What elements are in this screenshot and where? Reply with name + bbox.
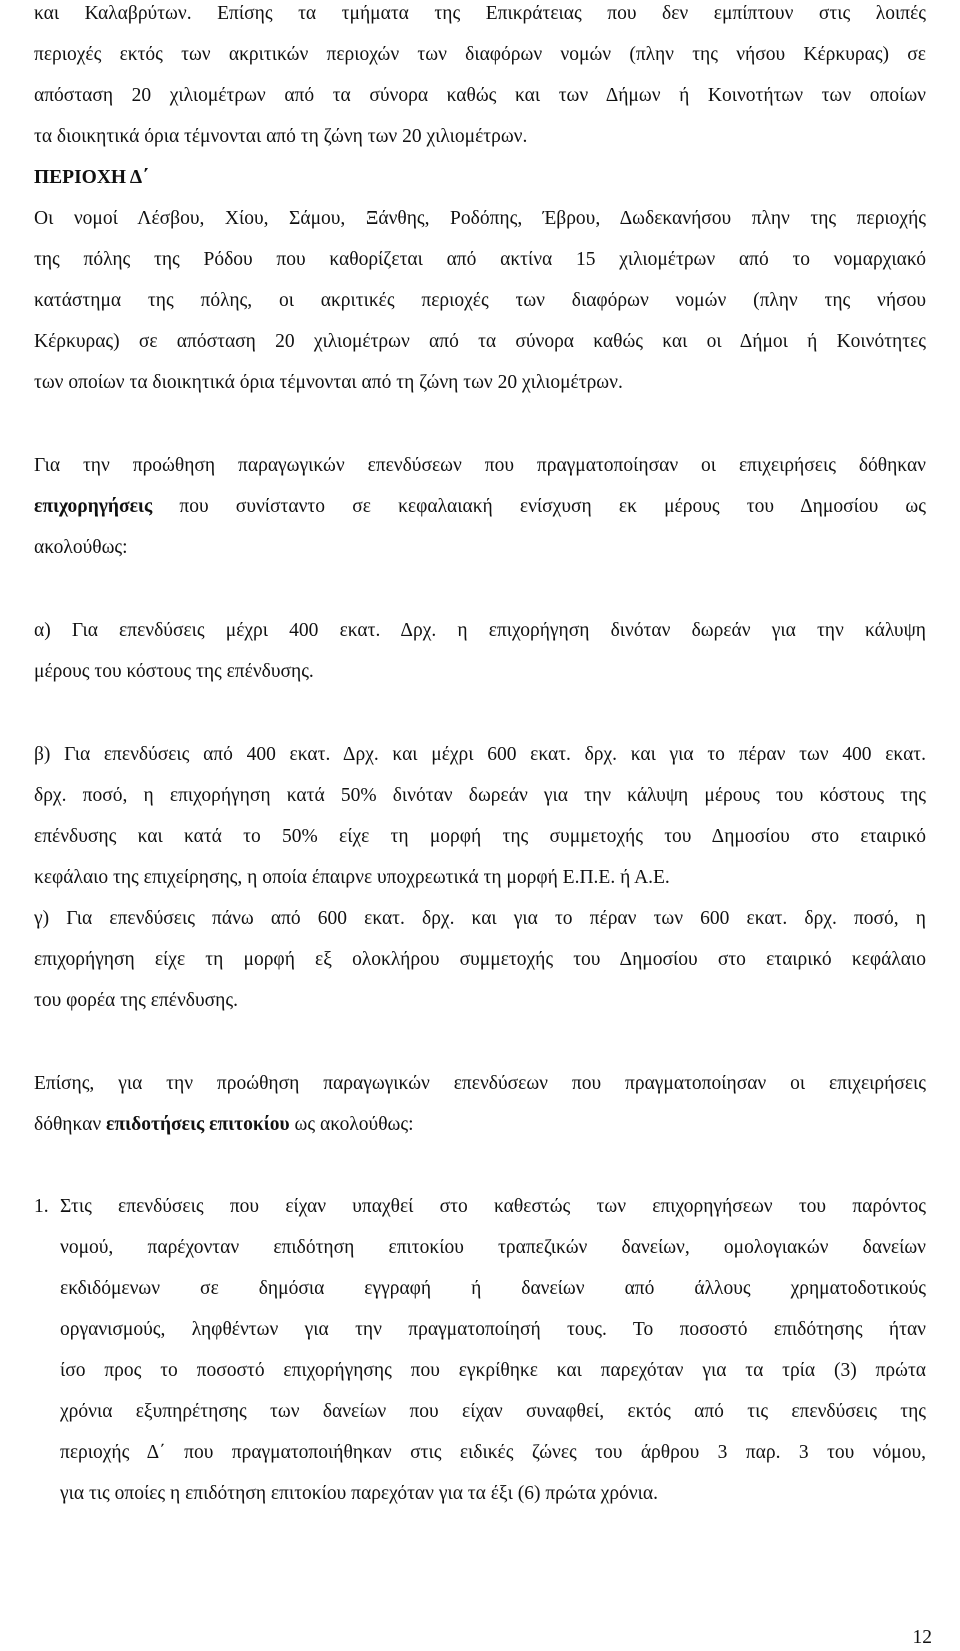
text-line: επιχορήγηση είχε τη μορφή εξ ολοκλήρου συμμετοχής του Δημοσίου στο εταιρικό κεφάλαιο	[34, 949, 926, 970]
text-line: του φορέα της επένδυσης.	[34, 990, 238, 1011]
text-line: μέρους του κόστους της επένδυσης.	[34, 661, 314, 682]
text-span: που συνίσταντο σε κεφαλαιακή ενίσχυση εκ μέρους του Δημοσίου ως	[152, 496, 926, 517]
text-line: κεφάλαιο της επιχείρησης, η οποία έπαιρνε υποχρεωτικά τη μορφή Ε.Π.Ε. ή Α.Ε.	[34, 867, 670, 888]
list-item-line: για τις οποίες η επιδότηση επιτοκίου παρεχόταν για τα έξι (6) πρώτα χρόνια.	[60, 1483, 658, 1504]
text-span: δόθηκαν	[34, 1114, 107, 1135]
text-line: Κέρκυρας) σε απόσταση 20 χιλιομέτρων από τα σύνορα καθώς και οι Δήμοι ή Κοινότητες	[34, 331, 926, 352]
text-line: Επίσης, για την προώθηση παραγωγικών επενδύσεων που πραγματοποίησαν οι επιχειρήσεις	[34, 1073, 926, 1094]
text-line: Οι νομοί Λέσβου, Χίου, Σάμου, Ξάνθης, Ροδόπης, Έβρου, Δωδεκανήσου πλην της περιοχής	[34, 208, 926, 229]
text-line	[34, 495, 926, 519]
text-line: απόσταση 20 χιλιομέτρων από τα σύνορα καθώς και των Δήμων ή Κοινοτήτων των οποίων	[34, 85, 926, 106]
bold-term: επιδοτήσεις επιτοκίου	[106, 1114, 290, 1135]
text-line: επένδυσης και κατά το 50% είχε τη μορφή της συμμετοχής του Δημοσίου στο εταιρικό	[34, 826, 926, 847]
list-item-line: οργανισμούς, ληφθέντων για την πραγματοποίησή τους. Το ποσοστό επιδότησης ήταν	[60, 1319, 926, 1340]
text-line: της πόλης της Ρόδου που καθορίζεται από ακτίνα 15 χιλιομέτρων από το νομαρχιακό	[34, 249, 926, 270]
text-span: ως ακολούθως:	[289, 1114, 414, 1135]
page-number: 12	[912, 1627, 932, 1648]
list-item-line: εκδιδόμενων σε δημόσια εγγραφή ή δανείων από άλλους χρηματοδοτικούς	[60, 1278, 926, 1299]
text-line: και Καλαβρύτων. Επίσης τα τμήματα της Επικράτειας που δεν εμπίπτουν στις λοιπές	[34, 3, 926, 24]
text-line: ακολούθως:	[34, 537, 128, 558]
list-item-line: ίσο προς το ποσοστό επιχορήγησης που εγκρίθηκε και παρεχόταν για τα τρία (3) πρώτα	[60, 1360, 926, 1381]
text-line: κατάστημα της πόλης, οι ακριτικές περιοχές των διαφόρων νομών (πλην της νήσου	[34, 290, 926, 311]
text-line: Για την προώθηση παραγωγικών επενδύσεων που πραγματοποίησαν οι επιχειρήσεις δόθηκαν	[34, 455, 926, 476]
text-line: των οποίων τα διοικητικά όρια τέμνονται από τη ζώνη των 20 χιλιομέτρων.	[34, 372, 623, 393]
list-item-line: νομού, παρέχονταν επιδότηση επιτοκίου τραπεζικών δανείων, ομολογιακών δανείων	[60, 1237, 926, 1258]
list-item-line: χρόνια εξυπηρέτησης των δανείων που είχαν συναφθεί, εκτός από τις επενδύσεις της	[60, 1401, 926, 1422]
list-item-line: Στις επενδύσεις που είχαν υπαχθεί στο καθεστώς των επιχορηγήσεων του παρόντος	[60, 1196, 926, 1217]
text-line: β) Για επενδύσεις από 400 εκατ. Δρχ. και μέχρι 600 εκατ. δρχ. και για το πέραν των 400 εκατ.	[34, 744, 926, 765]
text-line	[34, 1113, 926, 1137]
text-line: περιοχές εκτός των ακριτικών περιοχών των διαφόρων νομών (πλην της νήσου Κέρκυρας) σε	[34, 44, 926, 65]
text-line: τα διοικητικά όρια τέμνονται από τη ζώνη των 20 χιλιομέτρων.	[34, 126, 528, 147]
text-line: γ) Για επενδύσεις πάνω από 600 εκατ. δρχ. και για το πέραν των 600 εκατ. δρχ. ποσό, η	[34, 908, 926, 929]
list-number: 1.	[34, 1196, 49, 1217]
list-item-line: περιοχής Δ΄ που πραγματοποιήθηκαν στις ειδικές ζώνες του άρθρου 3 παρ. 3 του νόμου,	[60, 1442, 926, 1463]
text-line: δρχ. ποσό, η επιχορήγηση κατά 50% δινόταν δωρεάν για την κάλυψη μέρους του κόστους της	[34, 785, 926, 806]
section-heading: ΠΕΡΙΟΧΗ Δ΄	[34, 167, 149, 188]
bold-term: επιχορηγήσεις	[34, 496, 153, 517]
text-line: α) Για επενδύσεις μέχρι 400 εκατ. Δρχ. η επιχορήγηση δινόταν δωρεάν για την κάλυψη	[34, 620, 926, 641]
